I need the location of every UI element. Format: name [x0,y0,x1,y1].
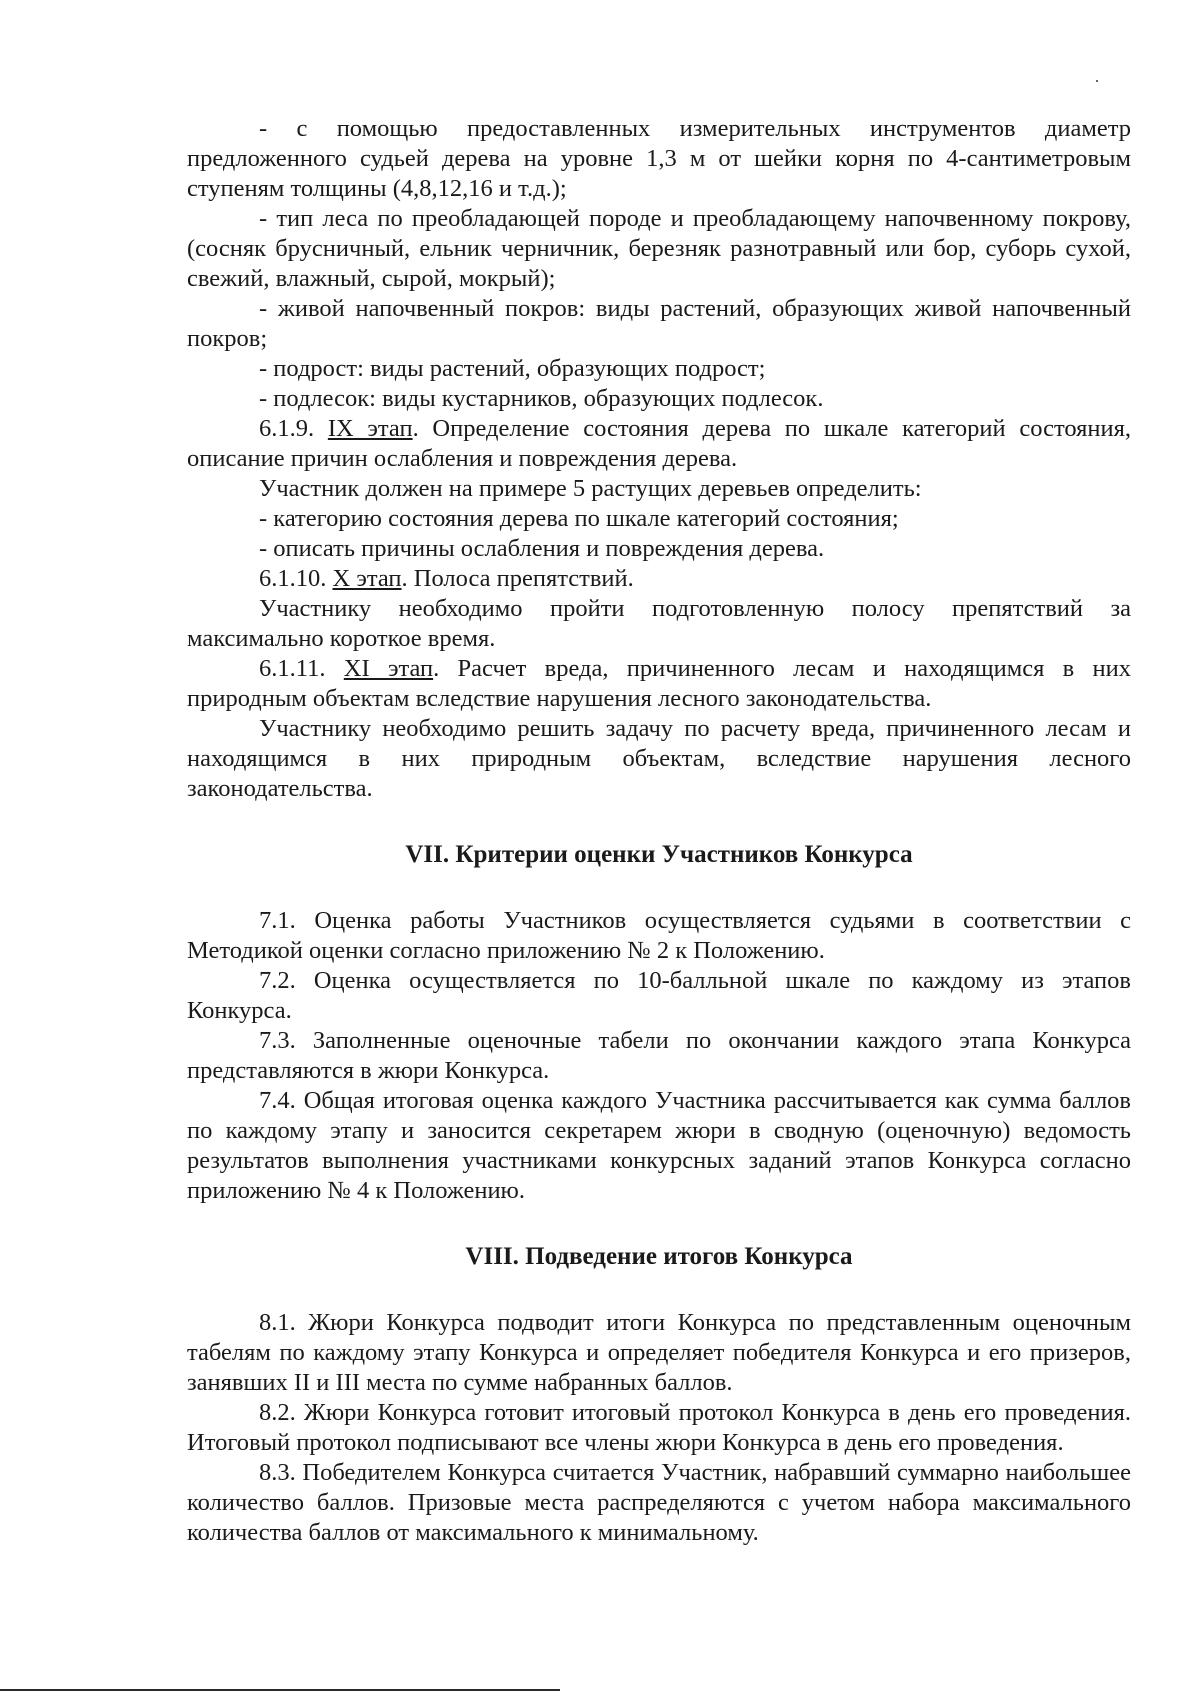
paragraph-forest-type: - тип леса по преобладающей породе и преобладающему напочвенному покрову, (сосняк брусничный, ельник черничник, березняк разнотравный или бор, суборь сухой, свежий, влажный, сырой, мокрый); [187,205,1131,292]
stage-label: XI этап [343,655,434,682]
paragraph-undergrowth: - подрост: виды растений, образующих подрост; [259,355,766,382]
clause-number: 6.1.10. [259,565,327,592]
clause-6-1-11 [187,654,1131,714]
clause-text: . Определение состояния дерева по шкале категорий состояния, описание причин ослабления и повреждения дерева. [187,415,1132,472]
paragraph-causes: - описать причины ослабления и повреждения дерева. [259,535,825,562]
clause-7-1: 7.1. Оценка работы Участников осуществляется судьями в соответствии с Методикой оценки согласно приложению № 2 к Положению. [187,907,1131,964]
clause-8-3: 8.3. Победителем Конкурса считается Участник, набравший суммарно наибольшее количество баллов. Призовые места распределяются с учетом набора максимального количества баллов от максимального к минимальному. [187,1459,1131,1546]
clause-number: 6.1.11. [259,655,326,682]
paragraph-category: - категорию состояния дерева по шкале категорий состояния; [259,505,899,532]
clause-7-3: 7.3. Заполненные оценочные табели по окончании каждого этапа Конкурса представляются в жюри Конкурса. [187,1027,1131,1084]
clause-text: . Полоса препятствий. [401,565,634,592]
paragraph-damage-task: Участнику необходимо решить задачу по расчету вреда, причиненного лесам и находящимся в них природным объектам, вследствие нарушения лесного законодательства. [187,715,1131,802]
document-body [187,114,1131,1548]
scan-speck [1096,80,1098,82]
paragraph-diameter: - с помощью предоставленных измерительных инструментов диаметр предложенного судьей дерева на уровне 1,3 м от шейки корня по 4-сантиметровым ступеням толщины (4,8,12,16 и т.д.); [187,115,1131,202]
stage-label: IX этап [327,415,413,442]
clause-6-1-10 [187,564,1131,594]
clause-text: . Расчет вреда, причиненного лесам и находящимся в них природным объектам вследствие нарушения лесного законодательства. [187,655,1131,712]
clause-6-1-9 [187,414,1131,474]
paragraph-participant-task: Участник должен на примере 5 растущих деревьев определить: [259,475,922,502]
stage-label: X этап [332,565,402,592]
section-heading-viii: VIII. Подведение итогов Конкурса [465,1243,853,1270]
clause-8-1: 8.1. Жюри Конкурса подводит итоги Конкурса по представленным оценочным табелям по каждому этапу Конкурса и определяет победителя Конкурса и его призеров, занявших II и III места по сумме набранных баллов. [187,1309,1131,1396]
clause-7-4: 7.4. Общая итоговая оценка каждого Участника рассчитывается как сумма баллов по каждому этапу и заносится секретарем жюри в сводную (оценочную) ведомость результатов выполнения участниками конкурсных заданий этапов Конкурса согласно приложению № 4 к Положению. [187,1087,1131,1204]
paragraph-ground-cover: - живой напочвенный покров: виды растений, образующих живой напочвенный покров; [187,295,1131,352]
footer-rule [0,1689,560,1691]
paragraph-obstacle: Участнику необходимо пройти подготовленную полосу препятствий за максимально короткое время. [187,595,1131,652]
section-heading-vii: VII. Критерии оценки Участников Конкурса [405,841,913,868]
paragraph-underbrush: - подлесок: виды кустарников, образующих подлесок. [259,385,824,412]
clause-7-2: 7.2. Оценка осуществляется по 10-балльной шкале по каждому из этапов Конкурса. [187,967,1131,1024]
clause-8-2: 8.2. Жюри Конкурса готовит итоговый протокол Конкурса в день его проведения. Итоговый протокол подписывают все члены жюри Конкурса в день его проведения. [187,1399,1131,1456]
clause-number: 6.1.9. [259,415,315,442]
